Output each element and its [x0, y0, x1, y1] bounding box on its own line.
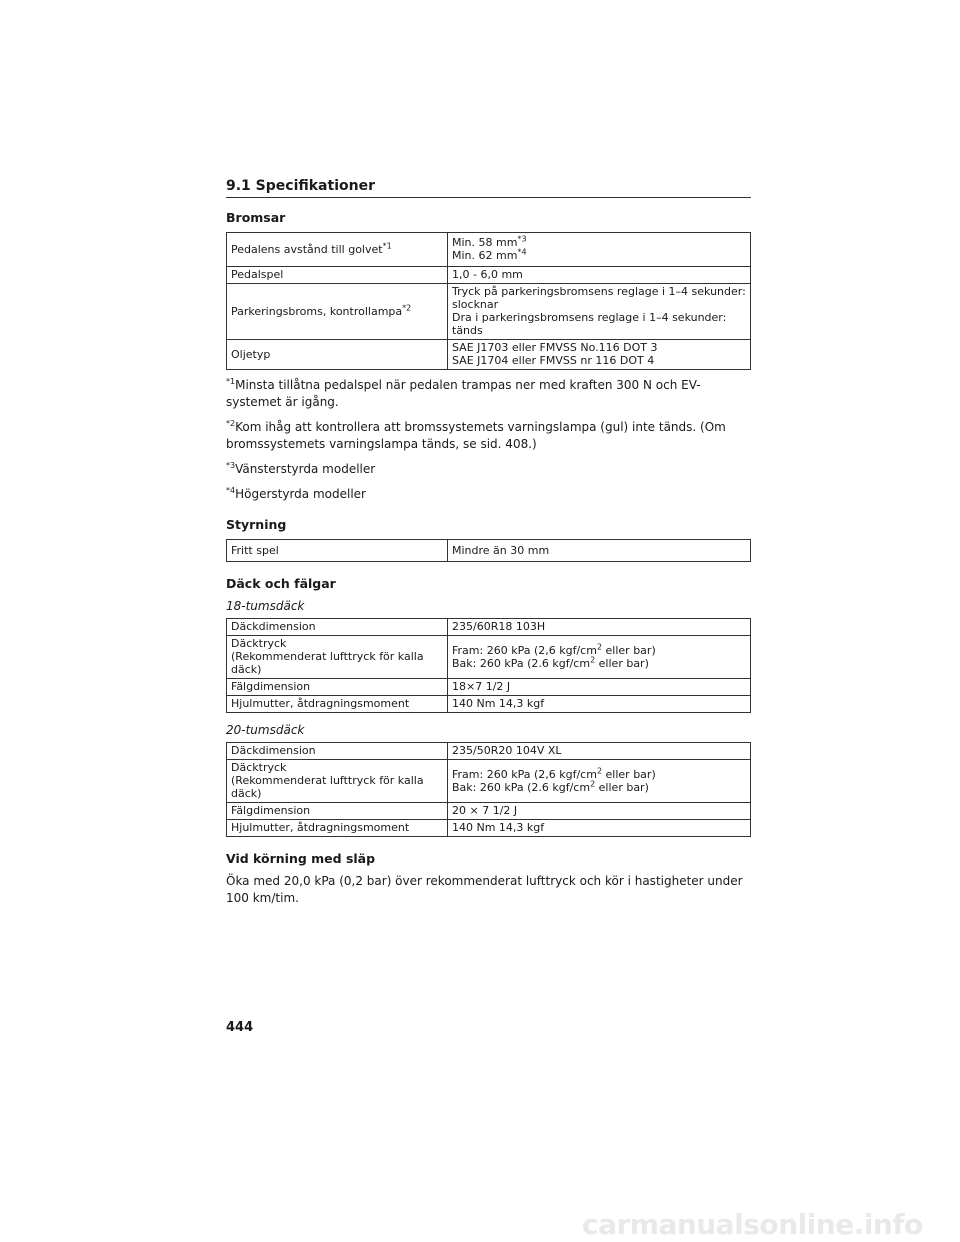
- table-cell-value: Fram: 260 kPa (2,6 kgf/$cm^2$ eller bar) Bak: 260 kPa (2.6 kgf/$cm^2$ eller bar): [448, 760, 751, 803]
- footnote: $^{*2}$Kom ihåg att kontrollera att bromssystemets varningslampa (gul) inte tänds. (Om bromssystemets varningslampa tänds, se sid. 408.): [226, 419, 726, 451]
- table-row: [227, 820, 751, 837]
- table-cell-value: 18×7 1/2 J: [448, 679, 751, 696]
- table-cell-label: Fälgdimension: [227, 803, 448, 820]
- brakes-heading: Bromsar: [226, 210, 286, 225]
- table-row: [227, 540, 751, 562]
- table-row: [227, 760, 751, 803]
- table-cell-label: Fälgdimension: [227, 679, 448, 696]
- table-cell-value: 1,0 - 6,0 mm: [448, 267, 751, 284]
- tires-18-table: [226, 618, 751, 713]
- section-title: 9.1 Specifikationer: [226, 178, 751, 198]
- table-cell-label: Däcktryck (Rekommenderat lufttryck för kalla däck): [227, 760, 448, 803]
- trailer-text: Öka med 20,0 kPa (0,2 bar) över rekommenderat lufttryck och kör i hastigheter under 100 km/tim.: [226, 874, 743, 905]
- steering-heading: Styrning: [226, 517, 287, 532]
- tires-heading: Däck och fälgar: [226, 576, 336, 591]
- table-cell-value: SAE J1703 eller FMVSS No.116 DOT 3 SAE J1704 eller FMVSS nr 116 DOT 4: [448, 340, 751, 370]
- table-row: [227, 679, 751, 696]
- table-row: [227, 233, 751, 267]
- tires-20-table: [226, 742, 751, 837]
- table-cell-value: Tryck på parkeringsbromsens reglage i 1–4 sekunder: slocknar Dra i parkeringsbromsens reglage i 1–4 sekunder: tänds: [448, 284, 751, 340]
- footnote-ref: *1: [382, 240, 392, 250]
- table-cell-value: 235/50R20 104V XL: [448, 743, 751, 760]
- table-cell-label: Hjulmutter, åtdragningsmoment: [227, 820, 448, 837]
- table-row: [227, 267, 751, 284]
- table-row: [227, 284, 751, 340]
- table-cell-label: Däckdimension: [227, 619, 448, 636]
- table-cell-value: 20 × 7 1/2 J: [448, 803, 751, 820]
- footnote-ref: *2: [402, 302, 412, 312]
- trailer-heading: Vid körning med släp: [226, 851, 376, 866]
- watermark-logo: carmanualsonline.info: [582, 1208, 923, 1241]
- brakes-table: [226, 232, 751, 370]
- table-cell-label: Däckdimension: [227, 743, 448, 760]
- tire-group-title: 18-tumsdäck: [226, 599, 305, 613]
- table-row: [227, 803, 751, 820]
- table-cell-label: Pedalens avstånd till golvet$^{*1}$: [227, 233, 448, 267]
- steering-table: [226, 539, 751, 562]
- footnote-ref: *3: [517, 234, 527, 244]
- table-cell-value: 140 Nm 14,3 kgf: [448, 696, 751, 713]
- table-cell-label: Pedalspel: [227, 267, 448, 284]
- table-cell-value: Mindre än 30 mm: [448, 540, 751, 562]
- table-cell-label: Fritt spel: [227, 540, 448, 562]
- table-row: [227, 743, 751, 760]
- page-content: [226, 178, 751, 907]
- table-row: [227, 696, 751, 713]
- footnote: $^{*3}$Vänsterstyrda modeller: [226, 461, 376, 476]
- table-row: [227, 340, 751, 370]
- table-cell-value: 235/60R18 103H: [448, 619, 751, 636]
- table-cell-label: Parkeringsbroms, kontrollampa$^{*2}$: [227, 284, 448, 340]
- table-cell-label: Hjulmutter, åtdragningsmoment: [227, 696, 448, 713]
- table-row: [227, 636, 751, 679]
- table-cell-value: Min. 58 $mm^{*3}$ Min. 62 $mm^{*4}$: [448, 233, 751, 267]
- tire-group-title: 20-tumsdäck: [226, 723, 305, 737]
- footnote-ref: *4: [517, 247, 527, 257]
- table-cell-value: 140 Nm 14,3 kgf: [448, 820, 751, 837]
- table-cell-label: Oljetyp: [227, 340, 448, 370]
- footnote: $^{*1}$Minsta tillåtna pedalspel när pedalen trampas ner med kraften 300 N och EV-systemet är igång.: [226, 377, 701, 409]
- table-cell-value: Fram: 260 kPa (2,6 kgf/$cm^2$ eller bar) Bak: 260 kPa (2.6 kgf/$cm^2$ eller bar): [448, 636, 751, 679]
- footnote: $^{*4}$Högerstyrda modeller: [226, 486, 366, 501]
- table-row: [227, 619, 751, 636]
- page-number: 444: [226, 1020, 254, 1035]
- table-cell-label: Däcktryck (Rekommenderat lufttryck för kalla däck): [227, 636, 448, 679]
